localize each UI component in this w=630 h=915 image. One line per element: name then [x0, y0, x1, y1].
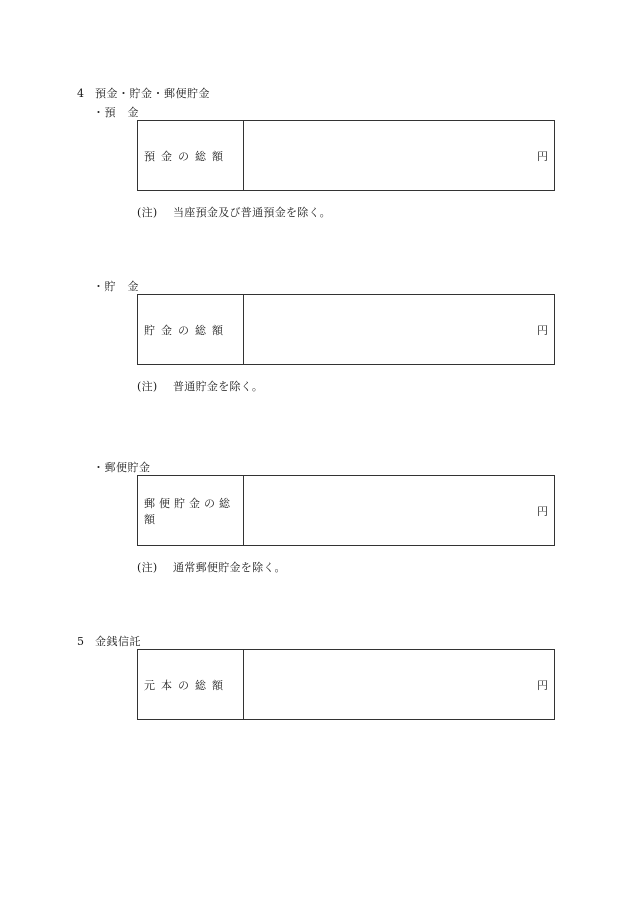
yubin-table — [137, 475, 555, 546]
chokin-note — [137, 378, 263, 394]
section-5-number: 5 — [77, 635, 85, 648]
yokin-label-cell: 預金の総額 — [138, 121, 244, 190]
yokin-table — [137, 120, 555, 191]
section-4-number: 4 — [77, 87, 85, 100]
yubin-note — [137, 559, 286, 575]
chokin-subtitle: ・貯 金 — [93, 280, 139, 293]
trust-value-cell[interactable] — [244, 650, 554, 719]
section-4-heading — [77, 85, 210, 101]
section-5-heading — [77, 633, 141, 649]
yubin-unit: 円 — [537, 504, 548, 518]
chokin-unit: 円 — [537, 323, 548, 337]
yokin-note-tag: (注) — [137, 206, 158, 219]
section-5-title: 金銭信託 — [95, 635, 141, 648]
chokin-value-cell[interactable] — [244, 295, 554, 364]
yubin-value-cell[interactable] — [244, 476, 554, 545]
yubin-note-tag: (注) — [137, 561, 158, 574]
chokin-label-cell: 貯金の総額 — [138, 295, 244, 364]
chokin-table — [137, 294, 555, 365]
trust-label-cell: 元本の総額 — [138, 650, 244, 719]
yokin-value-cell[interactable] — [244, 121, 554, 190]
yokin-note — [137, 204, 331, 220]
yokin-note-text: 当座預金及び普通預金を除く。 — [173, 206, 331, 219]
trust-table — [137, 649, 555, 720]
chokin-note-tag: (注) — [137, 380, 158, 393]
yubin-label-cell: 郵便貯金の総額 — [138, 476, 244, 545]
trust-unit: 円 — [537, 678, 548, 692]
yokin-subtitle: ・預 金 — [93, 106, 139, 119]
chokin-note-text: 普通貯金を除く。 — [173, 380, 264, 393]
yokin-unit: 円 — [537, 149, 548, 163]
yubin-note-text: 通常郵便貯金を除く。 — [173, 561, 286, 574]
yubin-subtitle: ・郵便貯金 — [93, 461, 151, 474]
section-4-title: 預金・貯金・郵便貯金 — [95, 87, 210, 100]
